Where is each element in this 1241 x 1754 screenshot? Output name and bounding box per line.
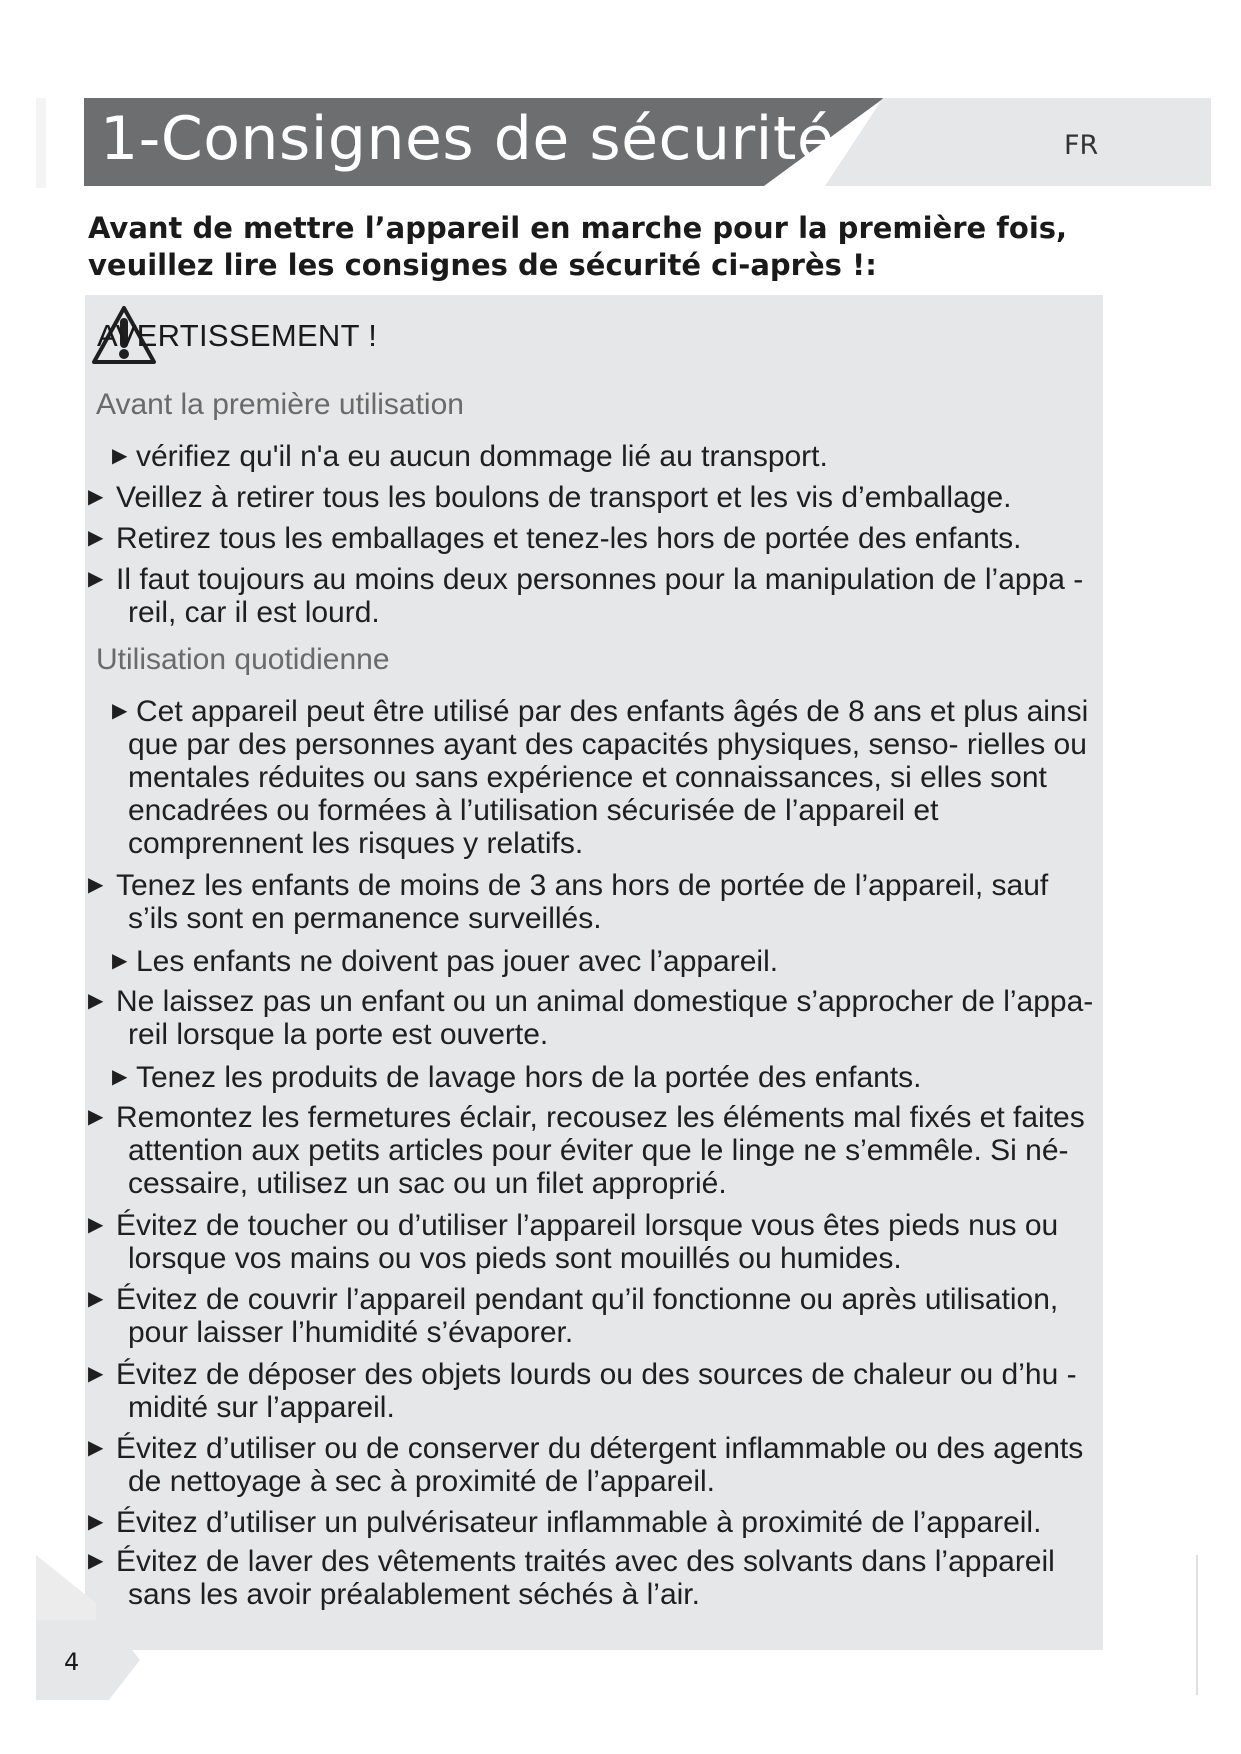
list-item [88, 1209, 1098, 1275]
list-item-text: Tenez les produits de lavage hors de la portée des enfants. [136, 1061, 922, 1094]
list-item [88, 1545, 1098, 1611]
list-item [88, 1432, 1098, 1498]
bullet-icon: ▶ [88, 486, 104, 508]
bullet-icon: ▶ [88, 568, 104, 590]
list-item [88, 481, 1098, 514]
page-number: 4 [64, 1648, 80, 1676]
list-item-text: Évitez d’utiliser un pulvérisateur inflammable à proximité de l’appareil. [116, 1506, 1042, 1539]
bullet-icon: ▶ [88, 1550, 104, 1572]
right-margin-rule [1196, 1555, 1198, 1695]
list-item-text: Les enfants ne doivent pas jouer avec l’appareil. [136, 945, 779, 978]
bullet-icon: ▶ [112, 700, 128, 722]
page-edge [36, 98, 46, 188]
bullet-icon: ▶ [88, 527, 104, 549]
bullet-icon: ▶ [88, 990, 104, 1012]
bullet-icon: ▶ [112, 1066, 128, 1088]
intro-text: Avant de mettre l’appareil en marche pour la première fois, veuillez lire les consignes de sécurité ci-après !: [88, 211, 1068, 282]
list-item-text: Il faut toujours au moins deux personnes pour la manipulation de l’appa - reil, car il est lourd. [116, 563, 1084, 629]
list-item [88, 1358, 1098, 1424]
list-item [88, 1061, 1098, 1094]
list-item-text: Cet appareil peut être utilisé par des enfants âgés de 8 ans et plus ainsi que par des personnes ayant des capacités physiques, senso- rielles ou mentales réduites ou sans expérience et connaissances, si elles sont encadrées ou formées à l’utilisation sécurisée de l’appareil et comprennent les risques y relatifs. [128, 695, 1089, 860]
bullet-icon: ▶ [112, 445, 128, 467]
list-item [88, 869, 1098, 935]
section-heading-daily-use: Utilisation quotidienne [96, 643, 390, 676]
list-item-text: vérifiez qu'il n'a eu aucun dommage lié au transport. [136, 440, 828, 473]
list-item [88, 440, 1098, 473]
list-item [88, 1283, 1098, 1349]
bullet-icon: ▶ [88, 874, 104, 896]
bullet-icon: ▶ [88, 1214, 104, 1236]
list-item-text: Ne laissez pas un enfant ou un animal domestique s’approcher de l’appa- reil lorsque la porte est ouverte. [116, 985, 1094, 1051]
bullet-icon: ▶ [88, 1437, 104, 1459]
list-item [88, 1101, 1098, 1200]
list-item-text: Évitez de toucher ou d’utiliser l’appareil lorsque vous êtes pieds nus ou lorsque vos mains ou vos pieds sont mouillés ou humides. [116, 1209, 1059, 1275]
list-item-text: Tenez les enfants de moins de 3 ans hors de portée de l’appareil, sauf s’ils sont en permanence surveillés. [116, 869, 1049, 935]
page-title: 1-Consignes de sécurité [100, 104, 835, 174]
list-item-text: Évitez de déposer des objets lourds ou des sources de chaleur ou d’hu - midité sur l’appareil. [116, 1358, 1077, 1424]
list-item-text: Évitez de laver des vêtements traités avec des solvants dans l’appareil sans les avoir préalablement séchés à l’air. [116, 1545, 1055, 1611]
list-item [88, 695, 1098, 860]
list-item [88, 522, 1098, 555]
list-item-text: Veillez à retirer tous les boulons de transport et les vis d’emballage. [116, 481, 1012, 514]
list-item [88, 1506, 1098, 1539]
language-code: FR [1064, 130, 1099, 161]
list-item-text: Évitez d’utiliser ou de conserver du détergent inflammable ou des agents de nettoyage à sec à proximité de l’appareil. [116, 1432, 1084, 1498]
bullet-icon: ▶ [88, 1106, 104, 1128]
list-item-text: Retirez tous les emballages et tenez-les hors de portée des enfants. [116, 522, 1022, 555]
bullet-icon: ▶ [88, 1511, 104, 1533]
bullet-icon: ▶ [112, 950, 128, 972]
list-item [88, 985, 1098, 1051]
list-item [88, 563, 1098, 629]
list-item [88, 945, 1098, 978]
section-heading-before-first-use: Avant la première utilisation [96, 388, 464, 421]
list-item-text: Remontez les fermetures éclair, recousez les éléments mal fixés et faites attention aux petits articles pour éviter que le linge ne s’emmêle. Si né- cessaire, utilisez un sac ou un filet approprié. [116, 1101, 1085, 1200]
language-banner [825, 98, 1211, 186]
warning-title: AVERTISSEMENT ! [97, 318, 378, 353]
list-item-text: Évitez de couvrir l’appareil pendant qu’il fonctionne ou après utilisation, pour laisser l’humidité s’évaporer. [116, 1283, 1059, 1349]
bullet-icon: ▶ [88, 1288, 104, 1310]
bullet-icon: ▶ [88, 1363, 104, 1385]
